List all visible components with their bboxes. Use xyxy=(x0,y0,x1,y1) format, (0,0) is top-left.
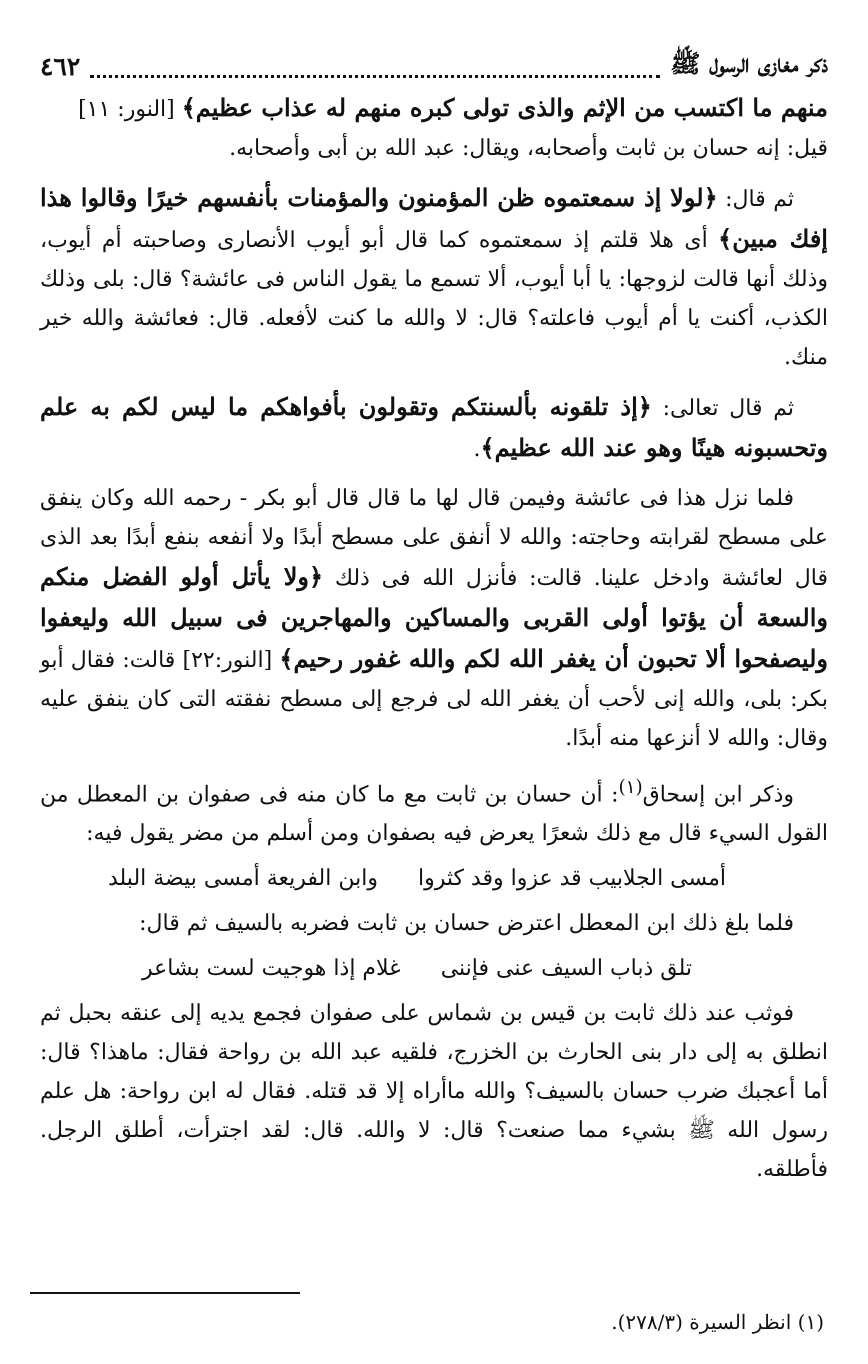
paragraph-1-rest: قيل: إنه حسان بن ثابت وأصحابه، ويقال: عبد الله بن أبى وأصحابه. xyxy=(229,136,828,161)
paragraph-6: فلما بلغ ذلك ابن المعطل اعترض حسان بن ثابت فضربه بالسيف ثم قال: xyxy=(139,911,794,937)
paragraph-1 xyxy=(40,88,828,129)
footnote: (١) انظر السيرة (٢٧٨/٣). xyxy=(611,1310,824,1334)
verse-hemistich-first: أمسى الجلابيب قد عزوا وقد كثروا xyxy=(417,866,727,892)
page-body xyxy=(40,88,828,1189)
poem-verse-1 xyxy=(40,859,828,898)
paragraph-2: ثم قال: ﴿لولا إذ سمعتموه ظن المؤمنون والمؤمنات بأنفسهم خيرًا وقالوا هذا إفك مبين﴾ أى هلا قلتم إذ سمعتموه كما قال أبو أيوب الأنصارى وصاحبته أم أيوب، وذلك أنها قالت لزوجها: يا أبا أيوب، ألا تسمع ما يقول الناس فى عائشة؟ قال: بلى وذلك الكذب، أكنت يا أم أيوب فاعلته؟ قال: لا والله ما كنت لأفعله. قال: فعائشة والله خير منك. xyxy=(40,183,828,370)
footnote-divider xyxy=(30,1292,300,1294)
verse-hemistich-second: وابن الفريعة أمسى بيضة البلد xyxy=(107,866,378,892)
quran-quote: ﴿لولا إذ سمعتموه ظن المؤمنون والمؤمنات بأنفسهم خيرًا وقالوا هذا إفك مبين﴾ xyxy=(40,183,828,253)
quran-quote: منهم ما اكتسب من الإثم والذى تولى كبره منهم له عذاب عظيم﴾ xyxy=(181,93,828,122)
header-leader-dots xyxy=(90,65,660,78)
verse-hemistich-second: غلام إذا هوجيت لست بشاعر xyxy=(141,956,401,982)
quran-quote: ﴿ولا يأتل أولو الفضل منكم والسعة أن يؤتوا أولى القربى والمساكين والمهاجرين فى سبيل الله وليعفوا وليصفحوا ألا تحبون أن يغفر الله لكم والله غفور رحيم﴾ xyxy=(40,562,829,673)
page-number: ٤٦٢ xyxy=(40,51,81,81)
quote-reference: [النور: ١١] xyxy=(78,97,182,122)
paragraph-5: وذكر ابن إسحاق$^{(١)}$: أن حسان بن ثابت مع ما كان منه فى صفوان بن المعطل من القول السيء قال مع ذلك شعرًا يعرض فيه بصفوان ومن أسلم من مضر يقول فيه: xyxy=(40,777,828,847)
paragraph-3: ثم قال تعالى: ﴿إذ تلقونه بألسنتكم وتقولون بأفواهكم ما ليس لكم به علم وتحسبونه هينًا وهو عند الله عظيم﴾. xyxy=(40,392,828,462)
paragraph-4: فلما نزل هذا فى عائشة وفيمن قال لها ما قال قال أبو بكر - رحمه الله وكان ينفق على مسطح لقرابته وحاجته: والله لا أنفق على مسطح أبدًا ولا أنفعه بنفع أبدًا بعد الذى قال لعائشة وادخل علينا. قالت: فأنزل الله فى ذلك ﴿ولا يأتل أولو الفضل منكم والسعة أن يؤتوا أولى القربى والمساكين والمهاجرين فى سبيل الله وليعفوا وليصفحوا ألا تحبون أن يغفر الله لكم والله غفور رحيم﴾ [النور:٢٢] قالت: فقال أبو بكر: بلى، والله إنى لأحب أن يغفر الله لى فرجع إلى مسطح نفقته التى كان ينفق عليه وقال: والله لا أنزعها منه أبدًا. xyxy=(40,486,829,751)
running-header xyxy=(40,46,828,86)
quran-quote: ﴿إذ تلقونه بألسنتكم وتقولون بأفواهكم ما ليس لكم به علم وتحسبونه هينًا وهو عند الله عظيم﴾ xyxy=(40,392,828,462)
header-title: ذكر مغازى الرسول ﷺ xyxy=(670,48,828,78)
footnote-reference: (١) xyxy=(618,777,643,798)
paragraph-7: فوثب عند ذلك ثابت بن قيس بن شماس على صفوان فجمع يديه إلى عنقه بحبل ثم انطلق به إلى دار بنى الحارث بن الخزرج، فلقيه عبد الله بن رواحة فقال: ماهذا؟ قال: أما أعجبك ضرب حسان بالسيف؟ والله ماأراه إلا قد قتله. فقال له ابن رواحة: هل علم رسول الله ﷺ بشيء مما صنعت؟ قال: لا والله. قال: لقد اجترأت، أطلق الرجل. فأطلقه. xyxy=(40,1001,828,1183)
verse-hemistich-first: تلق ذباب السيف عنى فإننى xyxy=(440,956,693,982)
poem-verse-2 xyxy=(40,949,828,988)
